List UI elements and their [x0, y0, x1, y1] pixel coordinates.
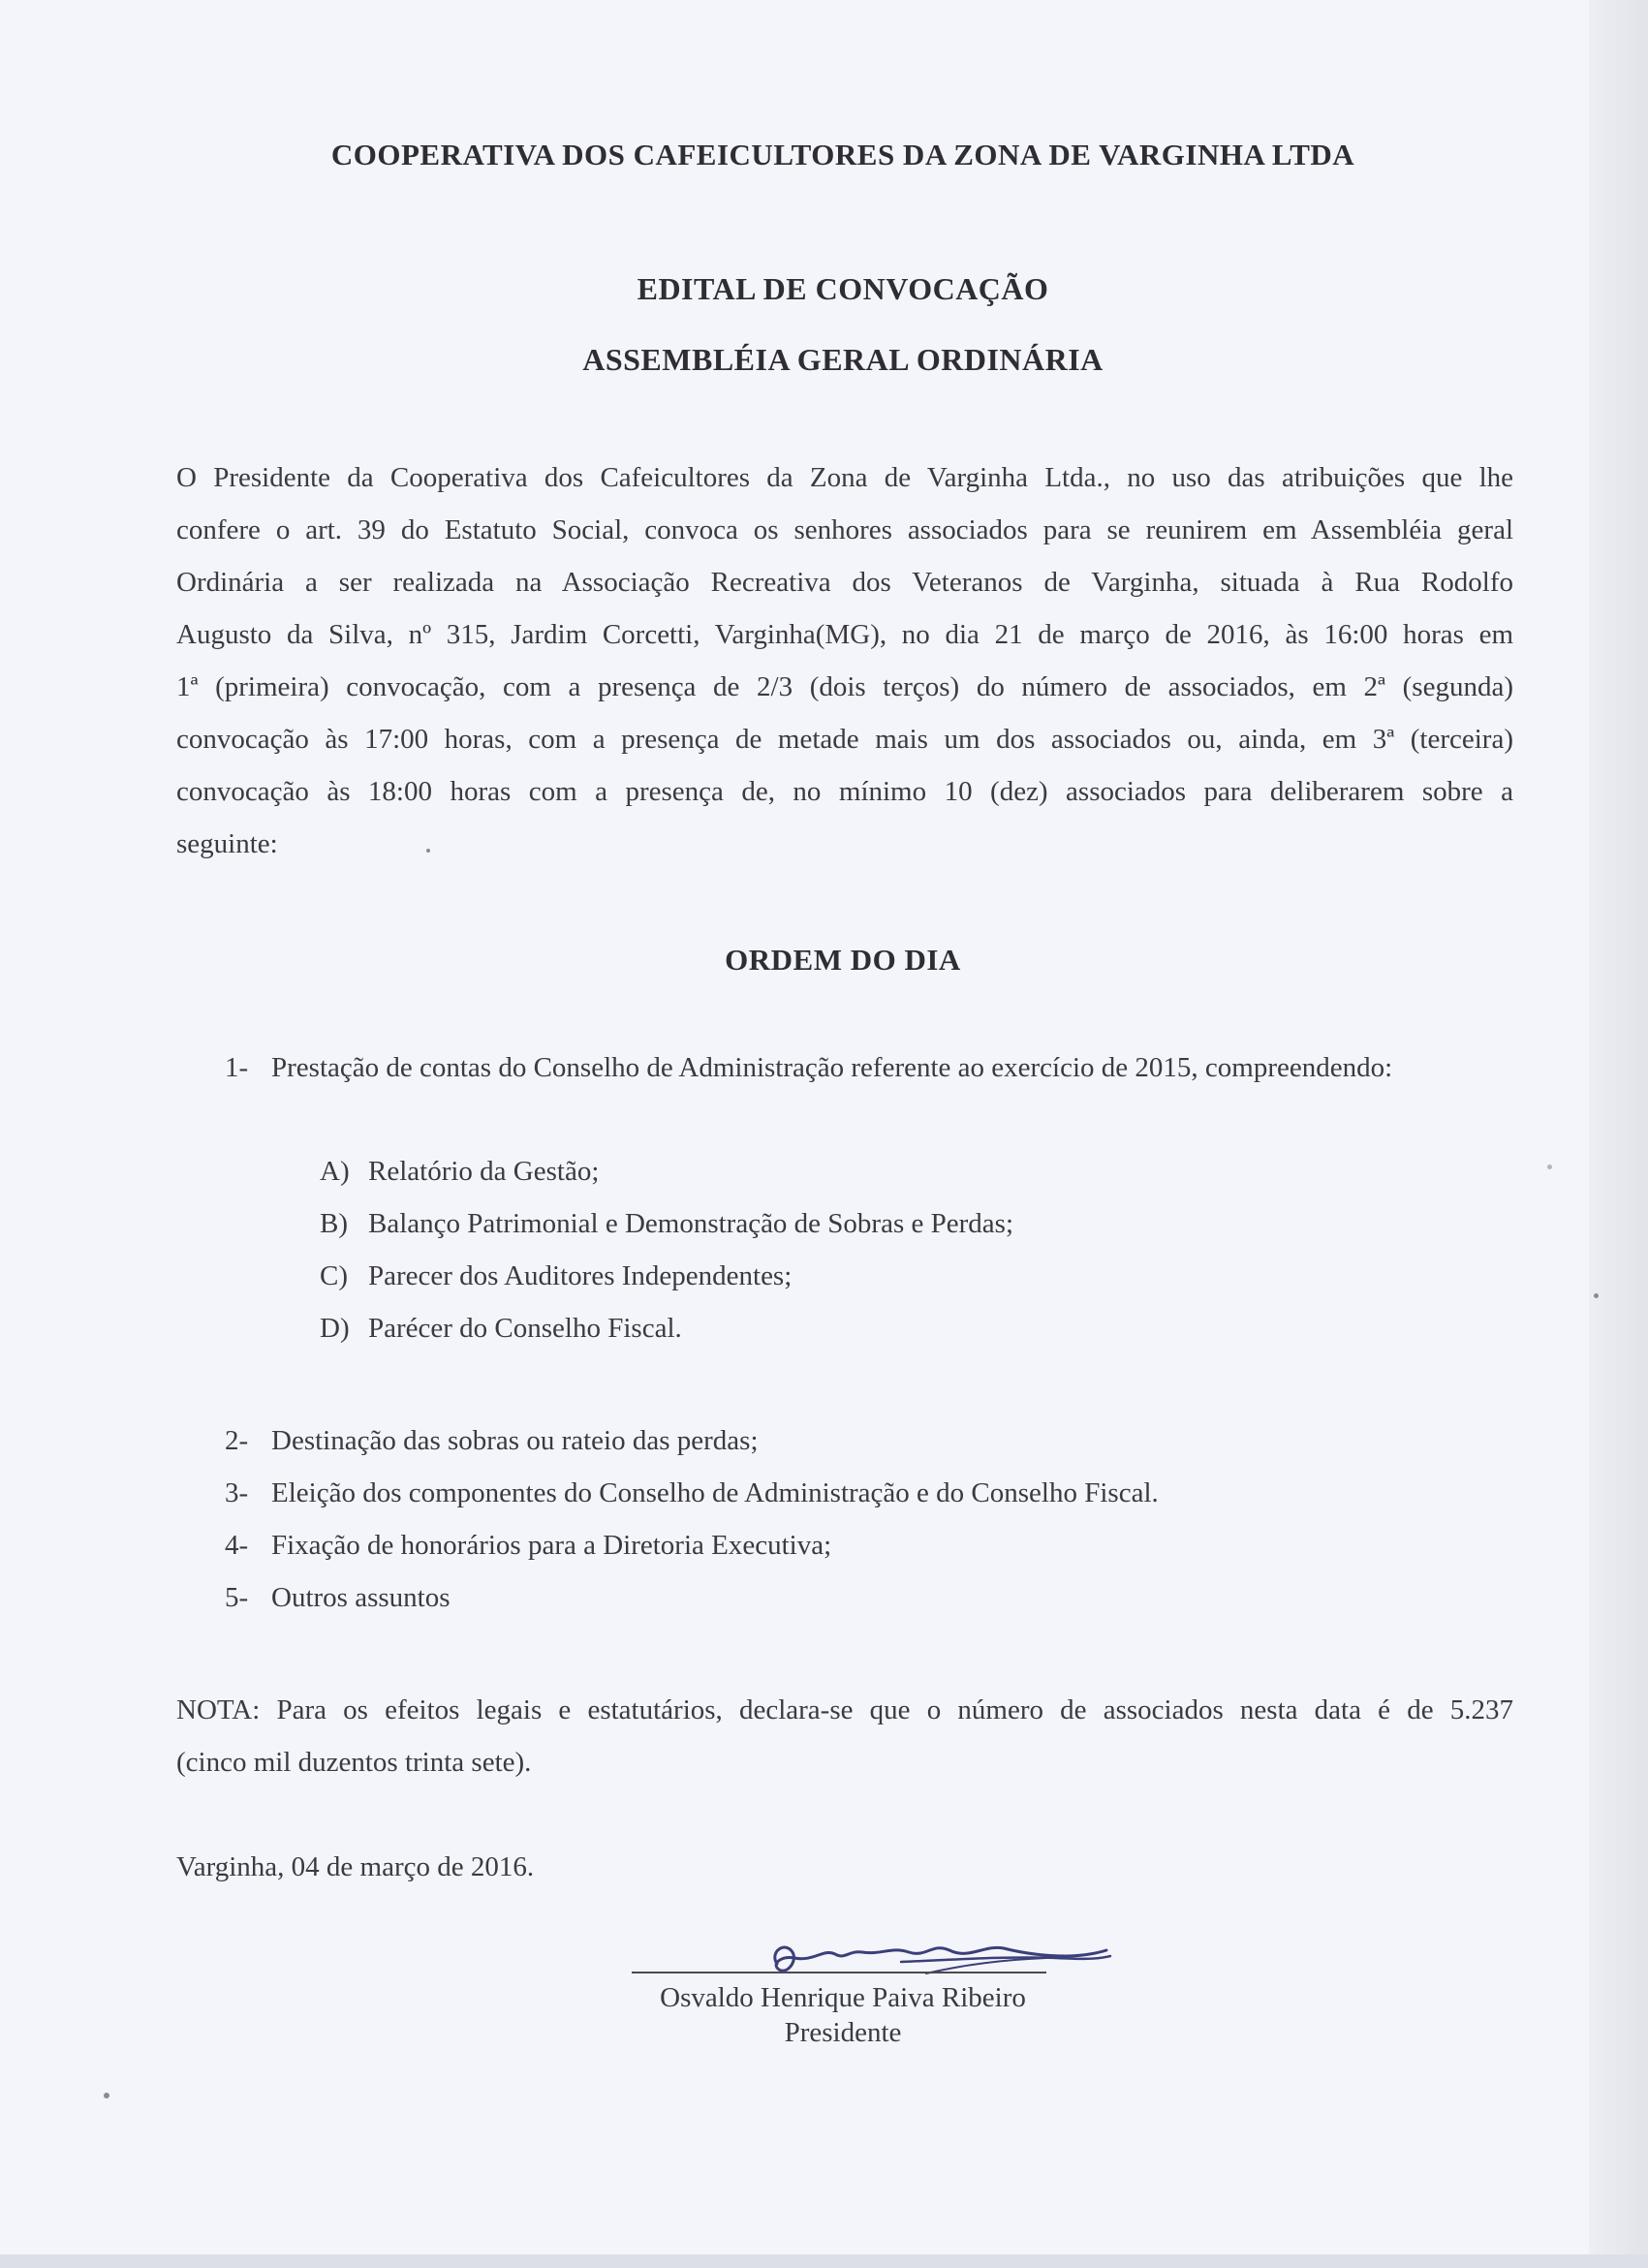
convocation-paragraph	[176, 451, 1513, 870]
document-title: EDITAL DE CONVOCAÇÃO	[637, 271, 1049, 306]
agenda-item-number: 2-	[225, 1425, 249, 1456]
agenda-item-text: Outros assuntos	[271, 1582, 451, 1613]
sub-item-letter: A)	[320, 1156, 350, 1187]
signer-role: Presidente	[784, 2017, 902, 2048]
scan-speck	[1594, 1293, 1599, 1298]
document-subtitle: ASSEMBLÉIA GERAL ORDINÁRIA	[582, 342, 1104, 377]
paragraph-line: convocação às 18:00 horas com a presença de, no mínimo 10 (dez) associados para deliberarem sobre a	[176, 776, 1513, 807]
sub-item-letter: C)	[320, 1260, 348, 1291]
signer-name: Osvaldo Henrique Paiva Ribeiro	[660, 1982, 1026, 2013]
scan-speck	[1547, 1165, 1552, 1169]
sub-item-text: Balanço Patrimonial e Demonstração de Sobras e Perdas;	[368, 1208, 1013, 1239]
paragraph-line: seguinte:	[176, 828, 278, 859]
paragraph-line: O Presidente da Cooperativa dos Cafeicultores da Zona de Varginha Ltda., no uso das atribuições que lhe	[176, 462, 1513, 493]
page-bottom-edge	[0, 2254, 1648, 2268]
sub-item-letter: D)	[320, 1313, 350, 1344]
agenda-item-text: Fixação de honorários para a Diretoria Executiva;	[271, 1530, 832, 1561]
agenda-item-number: 4-	[225, 1530, 249, 1561]
paragraph-line: convocação às 17:00 horas, com a presença de metade mais um dos associados ou, ainda, em 3ª (terceira)	[176, 724, 1513, 755]
paragraph-line: confere o art. 39 do Estatuto Social, convoca os senhores associados para se reunirem em Assembléia geral	[176, 514, 1513, 545]
paragraph-line: Augusto da Silva, nº 315, Jardim Corcetti, Varginha(MG), no dia 21 de março de 2016, às 16:00 horas em	[176, 619, 1513, 650]
paragraph-line: 1ª (primeira) convocação, com a presença de 2/3 (dois terços) do número de associados, em 2ª (segunda)	[176, 671, 1513, 702]
agenda-item-text: Prestação de contas do Conselho de Administração referente ao exercício de 2015, compreendendo:	[271, 1052, 1393, 1083]
note-line: NOTA: Para os efeitos legais e estatutários, declara-se que o número de associados nesta data é de 5.237	[176, 1694, 1513, 1725]
organization-name: COOPERATIVA DOS CAFEICULTORES DA ZONA DE VARGINHA LTDA	[330, 138, 1355, 171]
note-paragraph	[176, 1684, 1513, 1788]
page-edge-shadow	[1589, 0, 1648, 2268]
agenda-item-text: Destinação das sobras ou rateio das perdas;	[271, 1425, 759, 1456]
agenda-item-number: 5-	[225, 1582, 249, 1613]
paragraph-line: Ordinária a ser realizada na Associação Recreativa dos Veteranos de Varginha, situada à Rua Rodolfo	[176, 567, 1513, 598]
scan-speck	[426, 849, 430, 853]
agenda-item-number: 3-	[225, 1477, 249, 1508]
place-date: Varginha, 04 de março de 2016.	[176, 1851, 535, 1882]
sub-item-letter: B)	[320, 1208, 348, 1239]
agenda-item-number: 1-	[225, 1052, 249, 1083]
scan-speck	[104, 2093, 109, 2098]
sub-item-text: Parécer do Conselho Fiscal.	[368, 1313, 682, 1344]
sub-item-text: Parecer dos Auditores Independentes;	[368, 1260, 793, 1291]
agenda-item-text: Eleição dos componentes do Conselho de Administração e do Conselho Fiscal.	[271, 1477, 1159, 1508]
agenda-title: ORDEM DO DIA	[725, 943, 961, 977]
note-line: (cinco mil duzentos trinta sete).	[176, 1747, 532, 1778]
sub-item-text: Relatório da Gestão;	[368, 1156, 600, 1187]
